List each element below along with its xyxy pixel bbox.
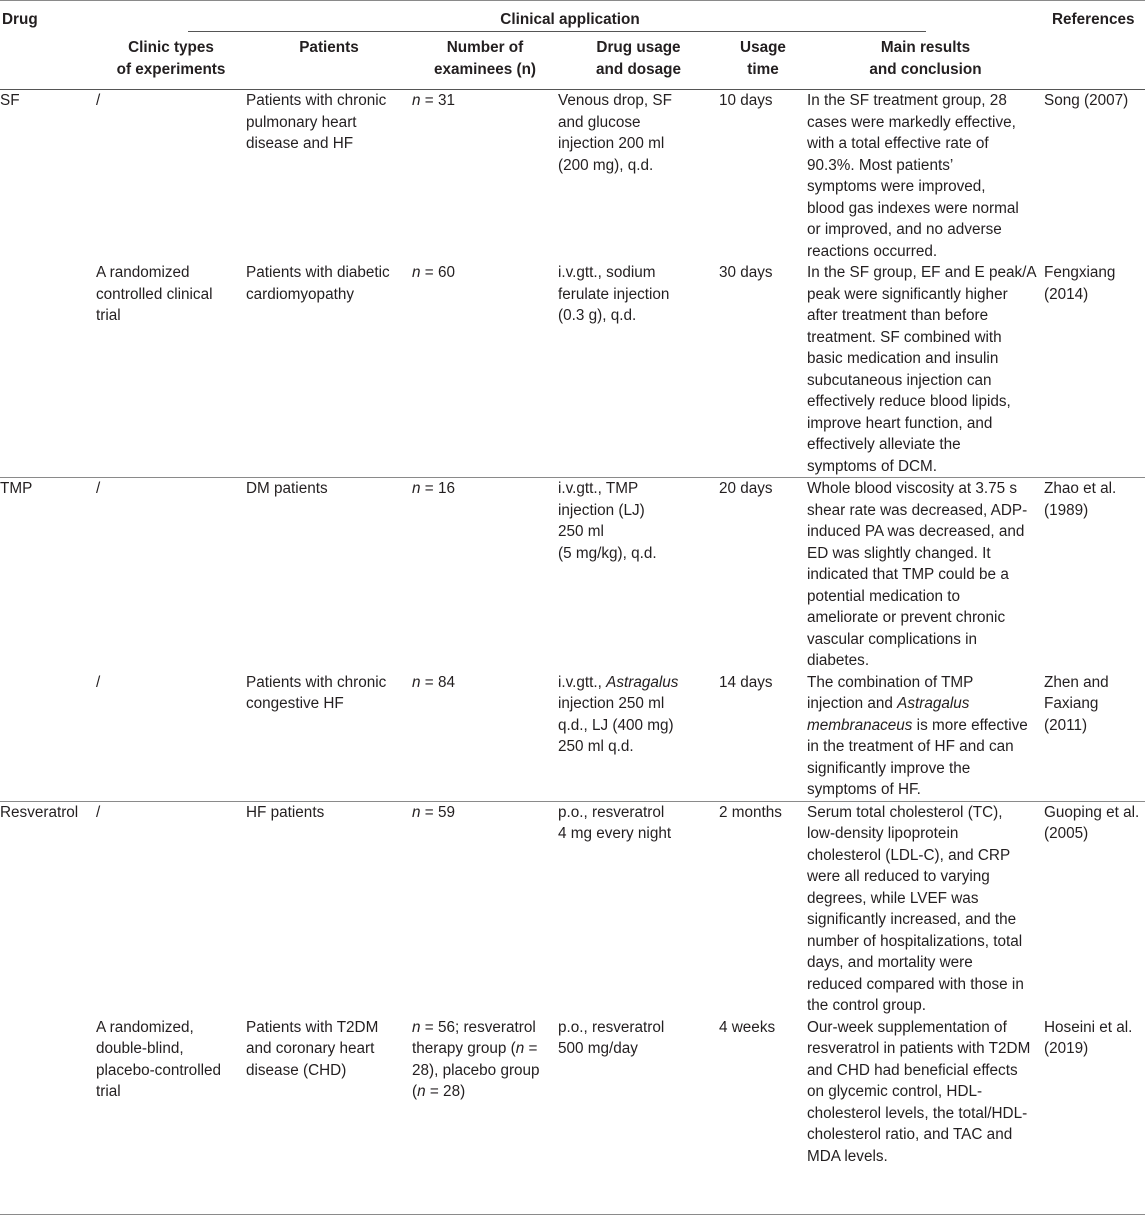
header-clinic-types-line1: Clinic types bbox=[128, 39, 214, 56]
cell-dosage-line: injection 200 ml bbox=[558, 135, 665, 152]
cell-dosage-line: and glucose bbox=[558, 113, 641, 131]
cell-patients bbox=[246, 672, 412, 802]
cell-reference-line: Guoping et al. bbox=[1044, 803, 1140, 821]
cell-results-line: resveratrol in patients with T2DM bbox=[807, 1040, 1031, 1057]
cell-results-line: days, and mortality were bbox=[807, 954, 973, 971]
table-body bbox=[0, 90, 1145, 1168]
cell-results-line: cholesterol ratio, and TAC and bbox=[807, 1126, 1013, 1143]
cell-examinees bbox=[412, 672, 558, 802]
cell-patients bbox=[246, 801, 412, 1017]
cell-results-line: significantly improve the bbox=[807, 759, 971, 777]
cell-results-line: low-density lipoprotein bbox=[807, 825, 959, 842]
cell-results-line: and CHD had beneficial effects bbox=[807, 1061, 1018, 1079]
cell-results-line: induced PA was decreased, and bbox=[807, 523, 1025, 540]
header-examinees-line1: Number of bbox=[446, 39, 524, 56]
clinical-application-rule bbox=[188, 31, 926, 32]
cell-results-line: cholesterol levels, the total/HDL- bbox=[807, 1104, 1028, 1122]
cell-experiment-type-line: placebo-controlled bbox=[96, 1061, 222, 1079]
header-usage-time bbox=[719, 33, 807, 90]
cell-examinees-line: n = 59 bbox=[412, 803, 455, 821]
cell-experiment-type bbox=[96, 90, 246, 263]
cell-examinees-line: n = 56; resveratrol bbox=[412, 1018, 536, 1036]
cell-experiment-type-line: A randomized, bbox=[96, 1018, 194, 1036]
cell-examinees-line: n = 60 bbox=[412, 264, 455, 281]
cell-usage-time: 30 days bbox=[719, 264, 773, 281]
cell-results-line: injection and Astragalus bbox=[807, 695, 970, 712]
cell-examinees-line: 28), placebo group bbox=[412, 1061, 540, 1079]
cell-results-line: symptoms were improved, bbox=[807, 178, 986, 195]
cell-results-line: number of hospitalizations, total bbox=[807, 932, 1023, 950]
cell-experiment-type-line: / bbox=[96, 803, 101, 821]
cell-examinees bbox=[412, 801, 558, 1017]
cell-patients-line: Patients with diabetic bbox=[246, 264, 390, 281]
header-clinical-application bbox=[96, 0, 1044, 33]
table-row bbox=[0, 262, 1145, 478]
cell-results-line: symptoms of DCM. bbox=[807, 457, 938, 475]
cell-results-line: In the SF group, EF and E peak/A bbox=[807, 264, 1037, 281]
table-row bbox=[0, 801, 1145, 1017]
cell-reference-line: (2005) bbox=[1044, 825, 1089, 842]
cell-drug: TMP bbox=[0, 480, 33, 497]
cell-patients-line: and coronary heart bbox=[246, 1040, 375, 1057]
cell-usage-time: 20 days bbox=[719, 480, 773, 497]
cell-patients-line: Patients with chronic bbox=[246, 673, 387, 691]
cell-results bbox=[807, 262, 1044, 478]
cell-dosage bbox=[558, 672, 719, 802]
cell-reference bbox=[1044, 478, 1145, 672]
cell-results-line: vascular complications in bbox=[807, 630, 978, 648]
cell-results-line: ED was slightly changed. It bbox=[807, 544, 991, 562]
cell-results-line: the control group. bbox=[807, 997, 927, 1014]
cell-results-line: degrees, while LVEF was bbox=[807, 889, 979, 907]
cell-examinees-line: n = 31 bbox=[412, 92, 455, 109]
cell-reference-line: Song (2007) bbox=[1044, 92, 1129, 109]
cell-dosage-line: q.d., LJ (400 mg) bbox=[558, 716, 674, 734]
cell-results-line: reduced compared with those in bbox=[807, 975, 1024, 993]
table-row bbox=[0, 672, 1145, 802]
header-references: References bbox=[1052, 11, 1135, 28]
cell-reference-line: Fengxiang bbox=[1044, 264, 1116, 281]
cell-reference-line: Zhen and bbox=[1044, 673, 1109, 691]
cell-patients-line: disease and HF bbox=[246, 135, 354, 152]
cell-patients bbox=[246, 262, 412, 478]
cell-experiment-type bbox=[96, 1017, 246, 1168]
header-clinic-types bbox=[96, 33, 246, 90]
header-drug: Drug bbox=[2, 11, 38, 28]
cell-results bbox=[807, 478, 1044, 672]
cell-results bbox=[807, 801, 1044, 1017]
cell-usage-time: 10 days bbox=[719, 92, 773, 109]
cell-dosage bbox=[558, 90, 719, 263]
cell-dosage-line: 500 mg/day bbox=[558, 1040, 638, 1057]
cell-results-line: cholesterol (LDL-C), and CRP bbox=[807, 846, 1011, 864]
cell-examinees bbox=[412, 1017, 558, 1168]
cell-examinees bbox=[412, 90, 558, 263]
cell-usage-time: 2 months bbox=[719, 803, 782, 821]
cell-results-line: blood gas indexes were normal bbox=[807, 199, 1019, 217]
header-usage-time-line2: time bbox=[747, 60, 779, 78]
cell-patients-line: cardiomyopathy bbox=[246, 285, 354, 303]
cell-dosage-line: (5 mg/kg), q.d. bbox=[558, 544, 657, 562]
cell-dosage-line: 250 ml q.d. bbox=[558, 738, 634, 755]
cell-examinees-line: n = 16 bbox=[412, 480, 455, 497]
cell-results-line: were all reduced to varying bbox=[807, 868, 990, 885]
cell-results-line: MDA levels. bbox=[807, 1147, 888, 1165]
cell-drug: SF bbox=[0, 92, 20, 109]
table-row bbox=[0, 1017, 1145, 1168]
cell-examinees bbox=[412, 262, 558, 478]
cell-reference-line: Faxiang (2011) bbox=[1044, 695, 1099, 734]
cell-results-line: shear rate was decreased, ADP- bbox=[807, 501, 1028, 519]
cell-patients-line: pulmonary heart bbox=[246, 113, 357, 131]
cell-results-line: reactions occurred. bbox=[807, 242, 938, 260]
cell-dosage bbox=[558, 478, 719, 672]
cell-experiment-type bbox=[96, 478, 246, 672]
cell-results bbox=[807, 90, 1044, 263]
cell-results-line: Our-week supplementation of bbox=[807, 1018, 1007, 1036]
cell-experiment-type-line: controlled clinical bbox=[96, 285, 213, 303]
header-examinees-line2: examinees (n) bbox=[433, 60, 537, 78]
cell-experiment-type-line: / bbox=[96, 480, 101, 497]
header-results-line1: Main results bbox=[880, 39, 971, 56]
cell-reference-line: (1989) bbox=[1044, 501, 1089, 519]
cell-dosage-line: 250 ml bbox=[558, 523, 604, 540]
cell-results-line: 90.3%. Most patients’ bbox=[807, 156, 954, 174]
cell-drug bbox=[0, 262, 96, 478]
header-usage-dosage bbox=[558, 33, 719, 90]
cell-examinees-line: therapy group (n = bbox=[412, 1040, 538, 1057]
cell-experiment-type-line: A randomized bbox=[96, 264, 190, 281]
cell-dosage-line: i.v.gtt., Astragalus bbox=[558, 673, 679, 691]
cell-drug bbox=[0, 672, 96, 802]
header-clinical-application-label: Clinical application bbox=[500, 11, 640, 28]
cell-results-line: cases were markedly effective, bbox=[807, 113, 1016, 131]
cell-results-line: Serum total cholesterol (TC), bbox=[807, 803, 1003, 821]
cell-results-line: significantly increased, and the bbox=[807, 911, 1017, 928]
cell-patients-line: DM patients bbox=[246, 480, 328, 497]
header-results bbox=[807, 33, 1044, 90]
cell-experiment-type-line: / bbox=[96, 673, 101, 691]
cell-results bbox=[807, 1017, 1044, 1168]
cell-experiment-type bbox=[96, 262, 246, 478]
header-usage-dosage-line1: Drug usage bbox=[596, 39, 681, 56]
cell-reference bbox=[1044, 1017, 1145, 1168]
cell-results-line: Whole blood viscosity at 3.75 s bbox=[807, 480, 1018, 497]
cell-reference bbox=[1044, 262, 1145, 478]
cell-results-line: in the treatment of HF and can bbox=[807, 738, 1014, 755]
cell-experiment-type bbox=[96, 672, 246, 802]
cell-reference-line: Hoseini et al. bbox=[1044, 1018, 1133, 1036]
cell-results-line: after treatment than before bbox=[807, 307, 989, 324]
cell-dosage-line: (200 mg), q.d. bbox=[558, 156, 654, 174]
cell-dosage-line: ferulate injection bbox=[558, 285, 670, 303]
cell-results-line: or improved, and no adverse bbox=[807, 221, 1002, 238]
header-patients: Patients bbox=[299, 39, 359, 56]
cell-patients-line: disease (CHD) bbox=[246, 1061, 347, 1079]
cell-drug bbox=[0, 1017, 96, 1168]
cell-patients bbox=[246, 1017, 412, 1168]
cell-results-line: membranaceus is more effective bbox=[807, 716, 1028, 734]
cell-examinees-line: (n = 28) bbox=[412, 1083, 466, 1100]
cell-examinees-line: n = 84 bbox=[412, 673, 455, 691]
cell-reference bbox=[1044, 90, 1145, 263]
cell-dosage-line: Venous drop, SF bbox=[558, 92, 672, 109]
cell-results-line: on glycemic control, HDL- bbox=[807, 1083, 983, 1100]
header-usage-dosage-line2: and dosage bbox=[596, 60, 681, 78]
cell-results-line: In the SF treatment group, 28 bbox=[807, 92, 1007, 109]
cell-experiment-type-line: trial bbox=[96, 307, 121, 324]
cell-results-line: basic medication and insulin bbox=[807, 350, 999, 367]
cell-results-line: ameliorate or prevent chronic bbox=[807, 609, 1006, 626]
cell-dosage bbox=[558, 801, 719, 1017]
cell-results-line: effectively reduce blood lipids, bbox=[807, 393, 1011, 410]
cell-dosage-line: i.v.gtt., TMP bbox=[558, 480, 639, 497]
cell-patients bbox=[246, 90, 412, 263]
cell-results-line: peak were significantly higher bbox=[807, 285, 1008, 303]
header-usage-time-line1: Usage bbox=[740, 39, 786, 56]
cell-reference-line: (2014) bbox=[1044, 285, 1089, 303]
cell-experiment-type-line: double-blind, bbox=[96, 1040, 184, 1057]
table-row bbox=[0, 90, 1145, 263]
cell-dosage-line: p.o., resveratrol bbox=[558, 803, 665, 821]
cell-dosage-line: i.v.gtt., sodium bbox=[558, 264, 656, 281]
cell-dosage bbox=[558, 262, 719, 478]
cell-results bbox=[807, 672, 1044, 802]
cell-results-line: potential medication to bbox=[807, 587, 961, 605]
cell-dosage-line: (0.3 g), q.d. bbox=[558, 307, 637, 324]
cell-patients-line: congestive HF bbox=[246, 695, 344, 712]
cell-results-line: treatment. SF combined with bbox=[807, 328, 1002, 346]
cell-experiment-type-line: trial bbox=[96, 1083, 121, 1100]
cell-results-line: indicated that TMP could be a bbox=[807, 566, 1009, 583]
cell-reference-line: (2019) bbox=[1044, 1040, 1089, 1057]
cell-usage-time: 14 days bbox=[719, 673, 773, 691]
cell-reference bbox=[1044, 801, 1145, 1017]
cell-patients bbox=[246, 478, 412, 672]
cell-dosage-line: injection (LJ) bbox=[558, 501, 645, 519]
cell-results-line: with a total effective rate of bbox=[807, 135, 989, 152]
cell-results-line: diabetes. bbox=[807, 652, 870, 669]
header-examinees bbox=[412, 33, 558, 90]
header-results-line2: and conclusion bbox=[869, 60, 982, 78]
cell-patients-line: Patients with T2DM bbox=[246, 1018, 379, 1036]
cell-results-line: subcutaneous injection can bbox=[807, 371, 992, 389]
cell-reference-line: Zhao et al. bbox=[1044, 480, 1117, 497]
cell-dosage-line: 4 mg every night bbox=[558, 825, 672, 842]
cell-dosage-line: injection 250 ml bbox=[558, 695, 665, 712]
cell-drug: Resveratrol bbox=[0, 803, 79, 821]
cell-experiment-type-line: / bbox=[96, 92, 101, 109]
cell-patients-line: HF patients bbox=[246, 803, 325, 821]
cell-results-line: effectively alleviate the bbox=[807, 436, 961, 453]
cell-examinees bbox=[412, 478, 558, 672]
cell-dosage bbox=[558, 1017, 719, 1168]
subheader-row bbox=[0, 33, 1145, 90]
cell-results-line: The combination of TMP bbox=[807, 673, 974, 691]
cell-experiment-type bbox=[96, 801, 246, 1017]
table-bottom-rule bbox=[0, 1214, 1145, 1215]
cell-results-line: symptoms of HF. bbox=[807, 781, 921, 798]
cell-results-line: improve heart function, and bbox=[807, 414, 993, 432]
cell-reference bbox=[1044, 672, 1145, 802]
cell-dosage-line: p.o., resveratrol bbox=[558, 1018, 665, 1036]
cell-usage-time: 4 weeks bbox=[719, 1018, 776, 1036]
header-clinic-types-line2: of experiments bbox=[116, 60, 226, 78]
table-row bbox=[0, 478, 1145, 672]
cell-patients-line: Patients with chronic bbox=[246, 92, 387, 109]
